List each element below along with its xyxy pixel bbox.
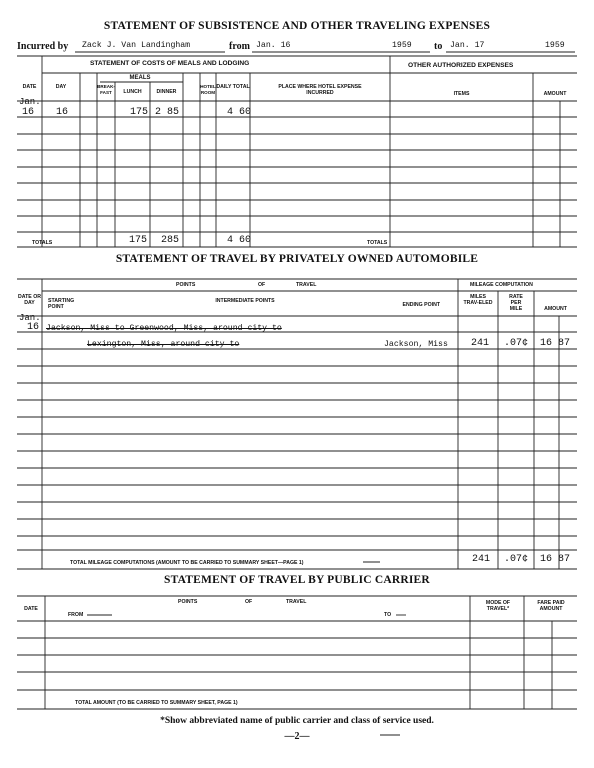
- meals-section-title: STATEMENT OF COSTS OF MEALS AND LODGING: [90, 60, 250, 67]
- col-items-header: ITEMS: [453, 91, 470, 97]
- page-number: —2—: [284, 731, 310, 742]
- col-breakfast-header: BREAK-FAST: [97, 84, 115, 95]
- meal-row1-date: 16: [22, 107, 35, 118]
- meal-row1-month: Jan.: [19, 97, 41, 107]
- carrier-of-label: OF: [245, 599, 253, 605]
- auto-route-line1: Jackson, Miss to Greenwood, Miss, around city to: [46, 324, 282, 333]
- col-amount-header: AMOUNT: [543, 91, 567, 97]
- col-meals-header: MEALS: [129, 75, 151, 81]
- totals-right-label: TOTALS: [367, 240, 388, 246]
- incurred-by-label: Incurred by: [17, 41, 69, 52]
- auto-ending-point: Jackson, Miss: [384, 340, 448, 349]
- col-place-header: PLACE WHERE HOTEL EXPENSE INCURRED: [278, 84, 362, 96]
- carrier-points-label: POINTS: [178, 599, 198, 605]
- auto-miles: 241: [471, 338, 490, 349]
- auto-travel-label: TRAVEL: [296, 282, 317, 288]
- total-lunch: 175: [129, 235, 148, 246]
- meal-row1-dinner: 2 85: [155, 107, 180, 118]
- auto-entry-day: 16: [27, 322, 40, 333]
- meal-row1-daily-total: 4 60: [227, 107, 252, 118]
- from-label: from: [229, 41, 250, 52]
- auto-col-date: DATE OR DAY: [18, 294, 41, 306]
- to-date-value: Jan. 17: [450, 41, 485, 50]
- carrier-section-title: STATEMENT OF TRAVEL BY PUBLIC CARRIER: [164, 574, 430, 586]
- total-dinner: 285: [161, 235, 180, 246]
- auto-total-miles: 241: [472, 554, 491, 565]
- carrier-from-label: FROM: [68, 612, 84, 618]
- to-label: to: [434, 41, 443, 52]
- incurred-by-value: Zack J. Van Landingham: [82, 41, 191, 50]
- auto-points-label: POINTS: [176, 282, 196, 288]
- carrier-travel-label: TRAVEL: [286, 599, 307, 605]
- meal-row1-day: 16: [56, 107, 69, 118]
- auto-col-starting: STARTING POINT: [48, 298, 75, 310]
- auto-entry-month: Jan.: [19, 313, 41, 323]
- auto-total-label: TOTAL MILEAGE COMPUTATIONS (AMOUNT TO BE CARRIED TO SUMMARY SHEET—PAGE 1): [70, 560, 304, 566]
- carrier-to-label: TO: [384, 612, 392, 618]
- auto-col-rate: RATE PER MILE: [509, 294, 523, 312]
- auto-rate: .07¢: [504, 338, 529, 349]
- meal-row1-lunch: 175: [130, 107, 149, 118]
- auto-col-amount: AMOUNT: [544, 306, 567, 312]
- carrier-col-date: DATE: [24, 606, 38, 612]
- to-year-value: 1959: [545, 41, 565, 50]
- col-hotel-header: HOTEL ROOM: [200, 84, 216, 95]
- carrier-total-label: TOTAL AMOUNT (TO BE CARRIED TO SUMMARY SHEET, PAGE 1): [75, 700, 238, 706]
- auto-route-line2: Lexington, Miss, around city to: [87, 340, 240, 349]
- from-year-value: 1959: [392, 41, 412, 50]
- other-expenses-title: OTHER AUTHORIZED EXPENSES: [408, 62, 514, 69]
- total-daily: 4 60: [227, 235, 252, 246]
- col-date-header: DATE: [22, 84, 37, 90]
- auto-section-title: STATEMENT OF TRAVEL BY PRIVATELY OWNED AUTOMOBILE: [115, 253, 479, 265]
- auto-col-ending: ENDING POINT: [402, 302, 440, 308]
- auto-of-label: OF: [258, 282, 266, 288]
- col-day-header: DAY: [55, 84, 67, 90]
- carrier-col-fare: FARE PAID AMOUNT: [537, 600, 565, 612]
- totals-label: TOTALS: [32, 240, 53, 246]
- auto-col-intermediate: INTERMEDIATE POINTS: [215, 298, 275, 304]
- auto-amount: 16 87: [540, 338, 571, 349]
- col-daily-total-header: DAILY TOTAL: [216, 84, 250, 90]
- auto-total-amount: 16 87: [540, 554, 571, 565]
- col-lunch-header: LUNCH: [123, 89, 142, 95]
- auto-col-miles: MILES TRAV-ELED: [463, 294, 493, 306]
- from-date-value: Jan. 16: [256, 41, 291, 50]
- auto-total-rate: .07¢: [504, 554, 529, 565]
- col-dinner-header: DINNER: [156, 89, 177, 95]
- carrier-col-mode: MODE OF TRAVEL*: [485, 600, 511, 612]
- form-title: STATEMENT OF SUBSISTENCE AND OTHER TRAVELING EXPENSES: [103, 20, 491, 32]
- mileage-title: MILEAGE COMPUTATION: [470, 282, 533, 288]
- footer-note: *Show abbreviated name of public carrier and class of service used.: [160, 716, 434, 726]
